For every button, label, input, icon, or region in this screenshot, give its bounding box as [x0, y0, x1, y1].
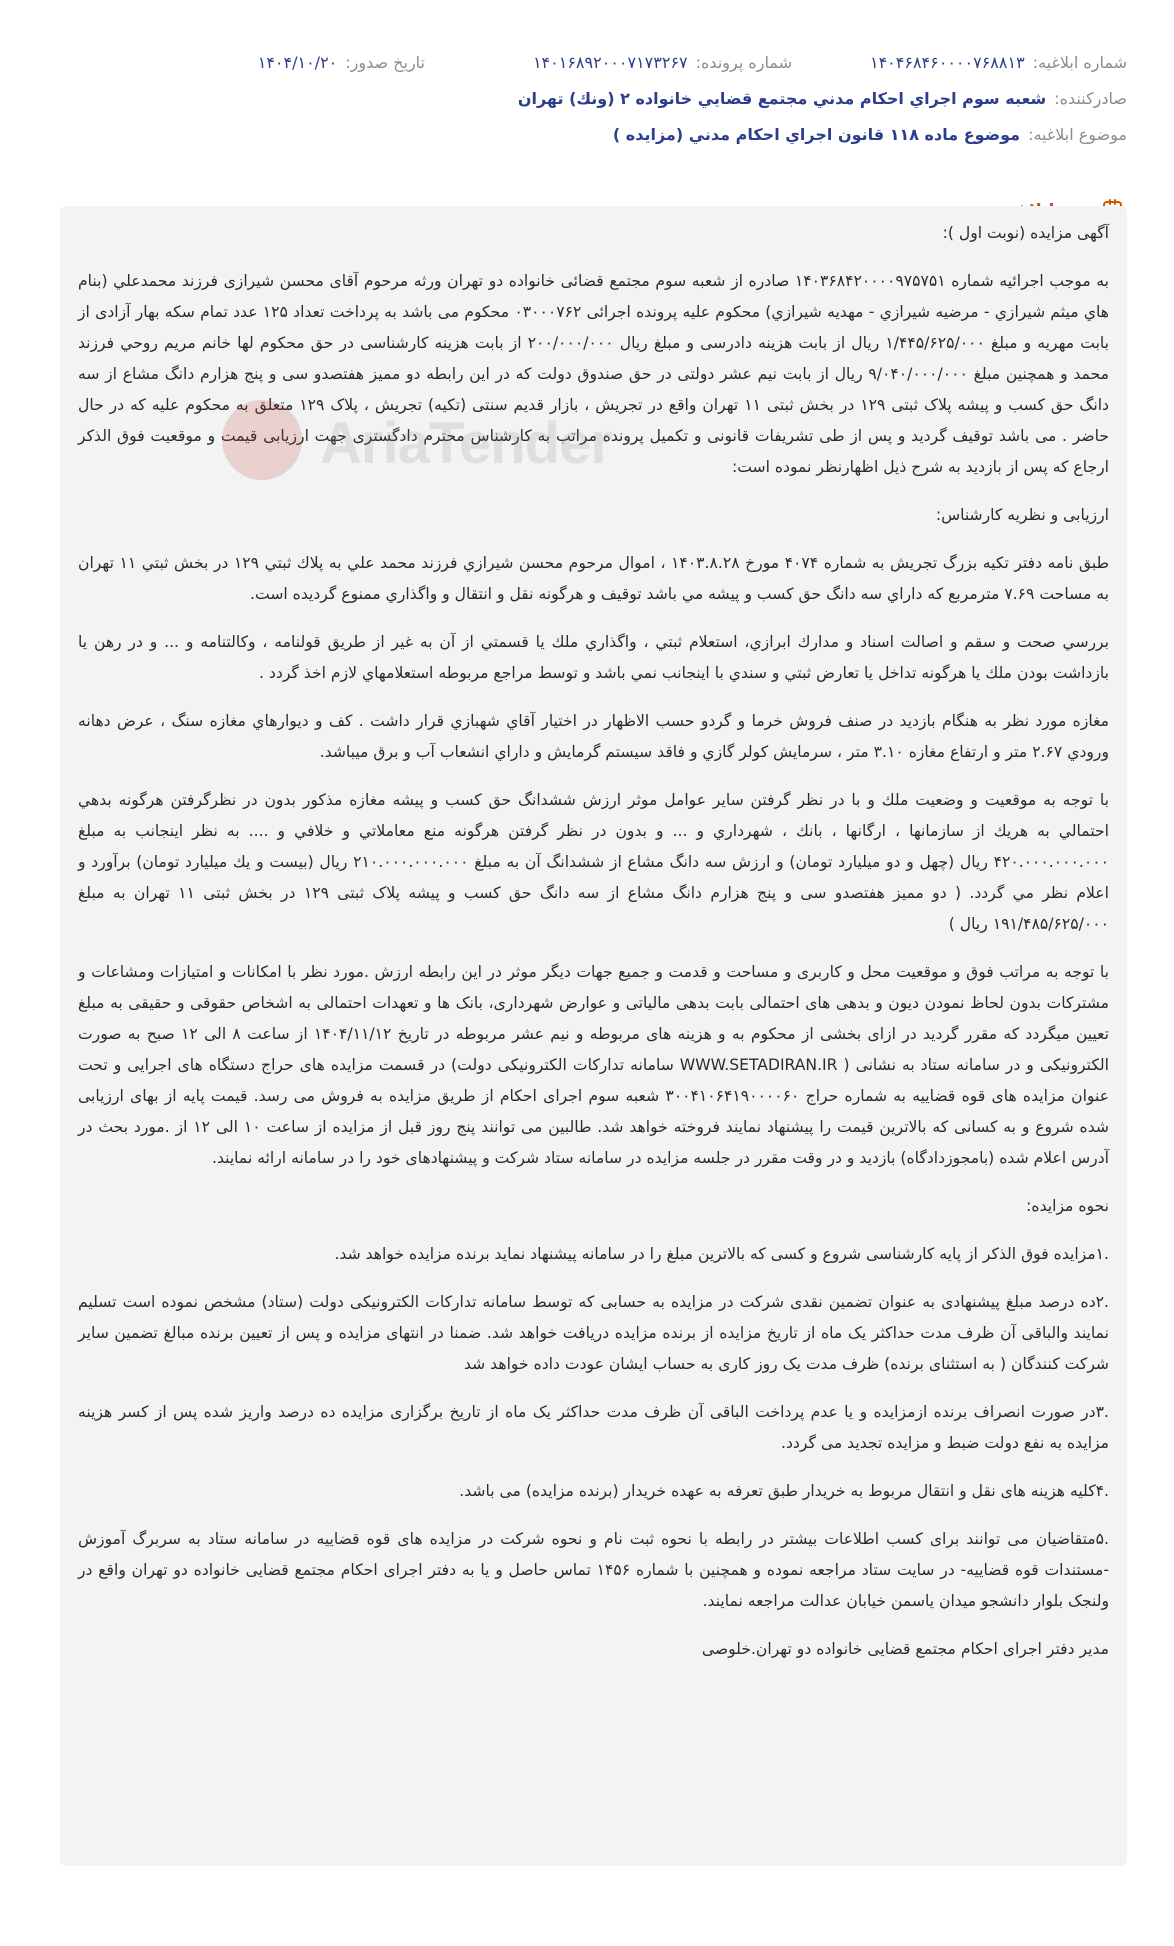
notice-body — [78, 218, 1109, 1665]
paragraph-execution-order: به موجب اجرائيه شماره ۱۴۰۳۶۸۴۲۰۰۰۰۹۷۵۷۵۱ صادره از شعبه سوم مجتمع قضائی خانواده دو تهران ورثه مرحوم آقای محسن شیرازی فرزند محمدعلي (بنام هاي ميثم شيرازي - مرضيه شيرازي - مهديه شيرازي) محکوم علیه پرونده اجرائی ۰۳۰۰۰۷۶۲ محکوم می باشد به پرداخت تعداد ۱۲۵ عدد تمام سکه بهار آزادی از بابت مهریه و مبلغ ۱/۴۴۵/۶۲۵/۰۰۰ ریال از بابت هزینه دادرسی و مبلغ ریال ۲۰۰/۰۰۰/۰۰۰ از بابت هزینه کارشناسی در حق محکوم لها خانم مريم روحي فرزند محمد و همچنین مبلغ ۹/۰۴۰/۰۰۰/۰۰۰ ریال از بابت نیم عشر دولتی در حق صندوق دولت که در این رابطه دو ممیز هفتصدو سی و پنج هزارم دانگ مشاع از سه دانگ حق کسب و پیشه پلاک ثبتی ۱۲۹ در بخش ثبتی ۱۱ تهران واقع در تجریش ، بازار قدیم سنتی (تکیه) تجریش ، پلاک ۱۲۹ متعلق به محکوم علیه که در حال حاضر . می باشد توقیف گردید و پس از طی تشریفات قانونی و تکمیل پرونده مراتب به کارشناس محترم دادگستری جهت ارزیابی قیمت و موقعیت فوق الذکر ارجاع که پس از بازدید به شرح ذیل اظهارنظر نموده است: — [78, 272, 1110, 476]
subject-value: موضوع ماده ۱۱۸ قانون اجراي احكام مدني (مزايده ) — [612, 125, 1021, 144]
auction-rule-5: .۵متقاضیان می توانند برای کسب اطلاعات بیشتر در رابطه با نحوه ثبت نام و نحوه شرکت در مزایده های قوه قضاییه در سامانه ستاد به سربرگ آموزش -مستندات قوه قضاییه- در سایت ستاد مراجعه نموده و همچنین با شماره ۱۴۵۶ تماس حاصل و یا به دفتر اجرای احکام مجتمع قضایی خانواده دو تهران واقع در ولنجک بلوار دانشجو میدان یاسمن خیابان عدالت مراجعه نمایند. — [78, 1530, 1109, 1610]
issuer-label: صادرکننده: — [1054, 89, 1127, 108]
notice-meta — [47, 52, 1127, 146]
notice-body-box — [60, 206, 1127, 1866]
issue-date-label: تاریخ صدور: — [345, 53, 425, 72]
notice-number-value: ۱۴۰۴۶۸۴۶۰۰۰۰۷۶۸۸۱۳ — [869, 53, 1025, 72]
expert-heading: ارزیابی و نظریه کارشناس: — [935, 506, 1109, 524]
meta-row-subject — [47, 124, 1127, 146]
notice-number — [792, 52, 1127, 74]
issue-date-value: ۱۴۰۴/۱۰/۲۰ — [257, 53, 338, 72]
paragraph-document-check: بررسي صحت و سقم و اصالت اسناد و مدارك ابرازي، استعلام ثبتي ، واگذاري ملك يا قسمتي از آن به غير از طريق قولنامه ، وكالتنامه و ... و در رهن يا بازداشت بودن ملك يا هرگونه تداخل يا تعارض ثبتي و سندي با اينجانب نمي باشد و توسط مراجع مربوطه استعلامهاي لازم اخذ گردد . — [78, 633, 1109, 682]
case-number-value: ۱۴۰۱۶۸۹۲۰۰۰۷۱۷۳۲۶۷ — [532, 53, 688, 72]
ad-title: آگهی مزایده (نوبت اول ): — [942, 224, 1109, 242]
paragraph-valuation: با توجه به موقعيت و وضعيت ملك و با در نظر گرفتن ساير عوامل موثر ارزش ششدانگ حق كسب و پيشه مغازه مذكور بدون در نظرگرفتن هرگونه بدهي احتمالي به هريك از سازمانها ، ارگانها ، بانك ، شهرداري و ... و بدون در نظر گرفتن هرگونه منع معاملاتي و خلافي و .... به نظر اينجانب به مبلغ ۴۲۰.۰۰۰.۰۰۰.۰۰۰ ريال (چهل و دو ميليارد تومان) و ارزش سه دانگ مشاع از ششدانگ آن به مبلغ ۲۱۰.۰۰۰.۰۰۰.۰۰۰ ريال (بيست و يك ميليارد تومان) برآورد و اعلام نظر مي گردد. ( دو ممیز هفتصدو سی و پنج هزارم دانگ مشاع از سه دانگ حق کسب و پیشه پلاک ثبتی ۱۲۹ در بخش ثبتی ۱۱ تهران به مبلغ ۱۹۱/۴۸۵/۶۲۵/۰۰۰ ریال ) — [78, 791, 1109, 933]
subject-label: موضوع ابلاغیه: — [1028, 125, 1127, 144]
auction-rule-4: .۴کلیه هزینه های نقل و انتقال مربوط به خریدار طبق تعرفه به عهده خریدار (برنده مزایده) می باشد. — [459, 1482, 1109, 1500]
auction-rule-1: .۱مزایده فوق الذکر از پایه کارشناسی شروع و کسی که بالاترین مبلغ را در سامانه پیشنهاد نماید برنده مزایده خواهد شد. — [334, 1245, 1109, 1263]
case-number-label: شماره پرونده: — [695, 53, 792, 72]
notice-number-label: شماره ابلاغیه: — [1032, 53, 1127, 72]
paragraph-registry-letter: طبق نامه دفتر تكيه بزرگ تجريش به شماره ۴۰۷۴ مورخ ۱۴۰۳.۸.۲۸ ، اموال مرحوم محسن شيرازي فرزند محمد علي به پلاك ثبتي ۱۲۹ در بخش ثبتي ۱۱ تهران به مساحت ۷.۶۹ مترمربع كه داراي سه دانگ حق كسب و پيشه مي باشد توقيف و هرگونه نقل و انتقال و واگذاري ممنوع گرديده است. — [78, 554, 1110, 603]
paragraph-auction-details: با توجه به مراتب فوق و موقعیت محل و کاربری و مساحت و قدمت و جمیع جهات دیگر موثر در این رابطه ارزش .مورد نظر با امکانات و امتیازات ومشاعات و مشترکات بدون لحاظ نمودن دیون و بدهی های احتمالی بابت بدهی مالیاتی و عوارض شهرداری، بانک ها و تعهدات احتمالی به اشخاص حقوقی و حقیقی به مبلغ تعیین میگردد که مقرر گردید در ازای بخشی از محکوم به و هزینه های مربوطه و نیم عشر مربوطه در تاریخ ۱۴۰۴/۱۱/۱۲ از ساعت ۸ الی ۱۲ صبح به صورت الکترونیکی و در سامانه ستاد به نشانی ( WWW.SETADIRAN.IR سامانه تدارکات الکترونیکی دولت) در قسمت مزایده های حراج دستگاه های اجرایی و تحت عنوان مزایده های قوه قضاییه به شماره حراج ۳۰۰۴۱۰۶۴۱۹۰۰۰۰۶۰ شعبه سوم اجرای احکام از طریق مزایده به فروش می رسد. قیمت پایه از بهای ارزیابی شده شروع و به کسانی که بالاترین قیمت را پیشنهاد نمایند فروخته خواهد شد. طالبین می توانند پنج روز قبل از مزایده از ساعت ۱۰ الی ۱۲ از .مورد بحث در آدرس اعلام شده (بامجوزدادگاه) بازدید و در وقت مقرر در جلسه مزایده در سامانه ستاد شرکت و پیشنهادهای خود را در سامانه ارائه نمایند. — [78, 963, 1110, 1167]
issue-date — [47, 52, 425, 74]
meta-row-numbers — [47, 52, 1127, 74]
issuer-value: شعبه سوم اجراي احكام مدني مجتمع قضايي خانواده ۲ (ونك) تهران — [517, 89, 1047, 108]
meta-row-issuer — [47, 88, 1127, 110]
paragraph-shop-description: مغازه مورد نظر به هنگام بازديد در صنف فروش خرما و گردو حسب الاظهار در اختيار آقاي شهبازي قرار داشت . كف و ديوارهاي مغازه سنگ ، عرض دهانه ورودي ۲.۶۷ متر و ارتفاع مغازه ۳.۱۰ متر ، سرمايش كولر گازي و فاقد سيستم گرمايش و داراي انشعاب آب و برق ميباشد. — [78, 712, 1109, 761]
auction-rule-3: .۳در صورت انصراف برنده ازمزایده و یا عدم پرداخت الباقی آن ظرف مدت حداکثر یک ماه از تاریخ برگزاری مزایده ده درصد واریز شده پس از کسر هزینه مزایده به نفع دولت ضبط و مزایده تجدید می گردد. — [78, 1403, 1109, 1452]
case-number — [425, 52, 792, 74]
signature-line: مدیر دفتر اجرای احکام مجتمع قضایی خانواده دو تهران.خلوصی — [701, 1640, 1109, 1658]
auction-rule-2: .۲ده درصد مبلغ پیشنهادی به عنوان تضمین نقدی شرکت در مزایده به حسابی که توسط سامانه تدارکات الکترونیکی دولت (ستاد) مشخص نموده است تسلیم نمایند والباقی آن ظرف مدت حداکثر یک ماه از تاریخ مزایده از برنده مزایده دریافت خواهد شد. ضمنا در انتهای مزایده و پس از تعیین برنده مبالغ تضمین سایر شرکت کنندگان ( به استثنای برنده) ظرف مدت یک روز کاری به حساب ایشان عودت داده خواهد شد — [78, 1293, 1109, 1373]
auction-method-heading: نحوه مزایده: — [1026, 1197, 1109, 1215]
